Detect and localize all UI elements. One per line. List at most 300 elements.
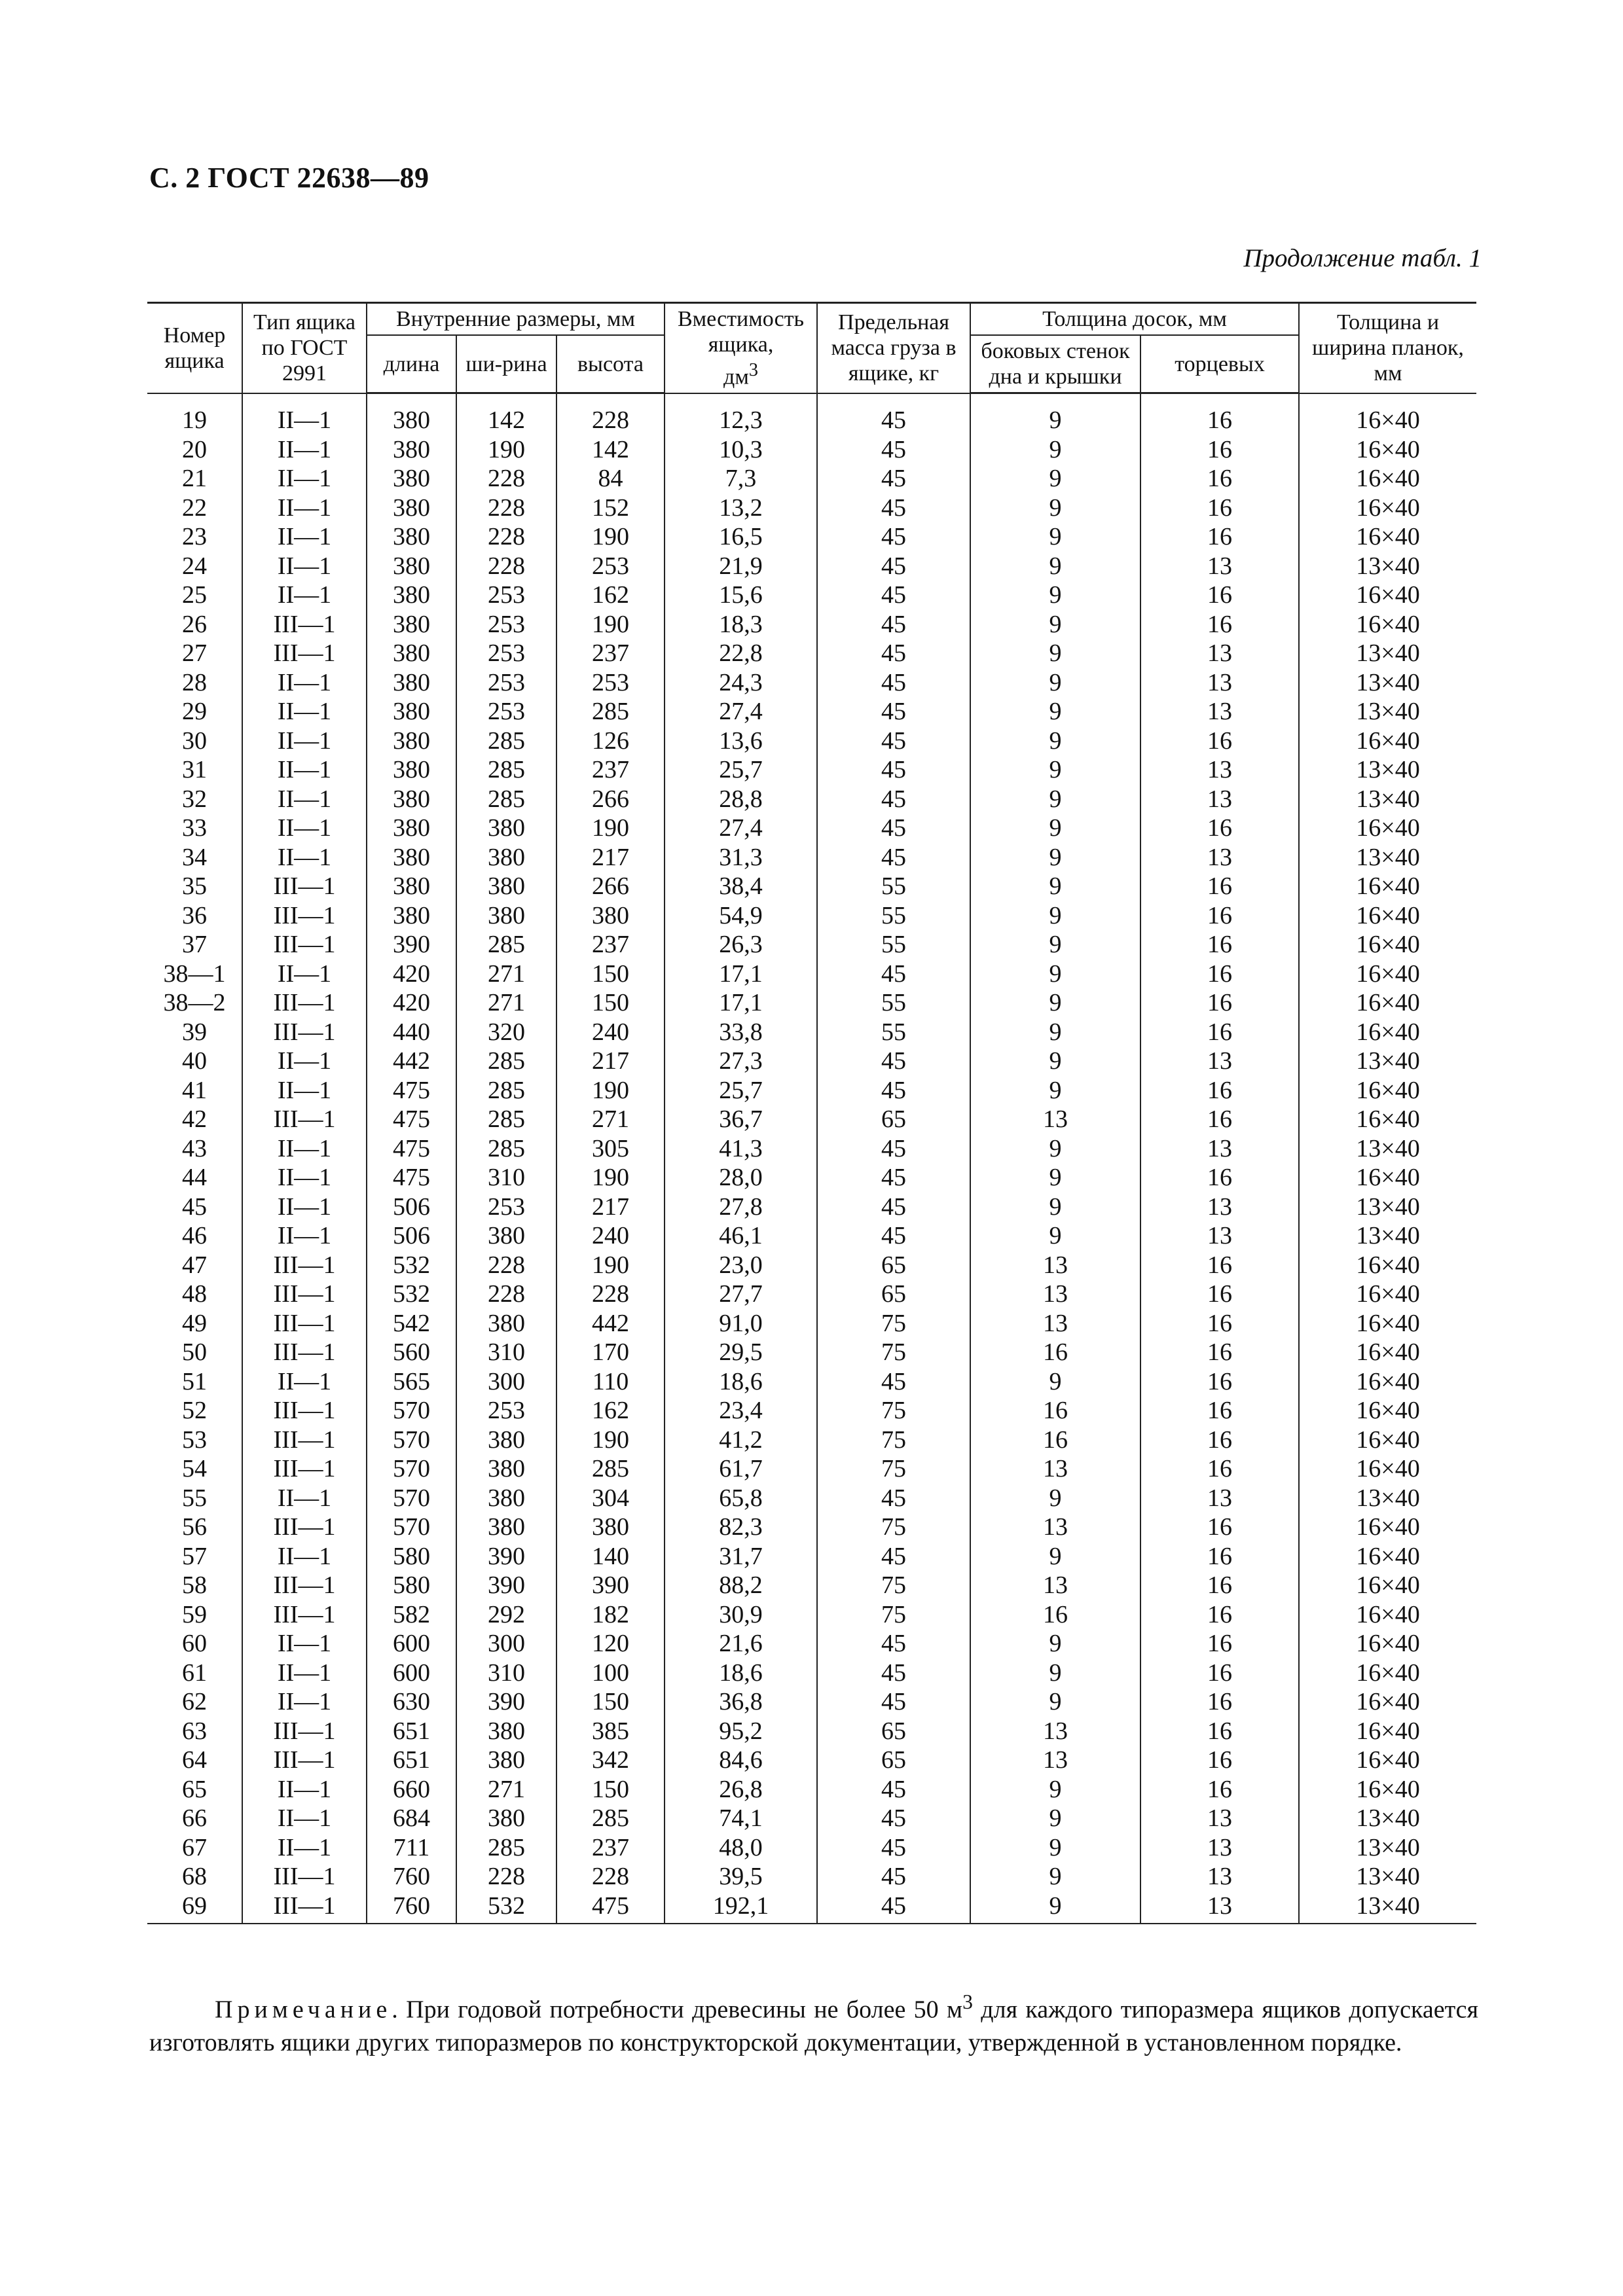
cell-number: 51 (147, 1367, 242, 1397)
cell-type: II—1 (242, 697, 367, 726)
cell-capacity: 12,3 (665, 393, 817, 435)
table-row (147, 930, 1476, 960)
cell-capacity: 29,5 (665, 1338, 817, 1367)
cell-end-thickness: 16 (1140, 901, 1299, 931)
cell-number: 54 (147, 1454, 242, 1484)
cell-slats: 16×40 (1299, 1280, 1476, 1309)
table-row (147, 464, 1476, 493)
cell-side-thickness: 9 (970, 668, 1140, 698)
cell-height: 285 (556, 697, 665, 726)
cell-slats: 16×40 (1299, 1687, 1476, 1717)
cell-height: 237 (556, 930, 665, 960)
cell-width: 285 (456, 1076, 556, 1105)
cell-type: II—1 (242, 435, 367, 465)
table-row (147, 1280, 1476, 1309)
cell-capacity: 91,0 (665, 1309, 817, 1338)
table-row (147, 1338, 1476, 1367)
cell-slats: 16×40 (1299, 1542, 1476, 1571)
cell-type: III—1 (242, 1862, 367, 1892)
cell-width: 292 (456, 1600, 556, 1630)
cell-type: III—1 (242, 1600, 367, 1630)
cell-width: 253 (456, 668, 556, 698)
cell-side-thickness: 13 (970, 1454, 1140, 1484)
cell-max-load: 55 (817, 988, 970, 1018)
cell-height: 190 (556, 1251, 665, 1280)
cell-slats: 16×40 (1299, 1746, 1476, 1775)
cell-number: 42 (147, 1105, 242, 1134)
cell-number: 19 (147, 393, 242, 435)
cell-width: 380 (456, 872, 556, 901)
cell-height: 162 (556, 1396, 665, 1426)
cell-width: 228 (456, 552, 556, 581)
cell-slats: 16×40 (1299, 435, 1476, 465)
cell-length: 380 (367, 668, 456, 698)
cell-length: 420 (367, 960, 456, 989)
cell-capacity: 28,0 (665, 1163, 817, 1193)
cell-type: II—1 (242, 1629, 367, 1659)
cell-number: 57 (147, 1542, 242, 1571)
cell-side-thickness: 16 (970, 1396, 1140, 1426)
cell-max-load: 45 (817, 1804, 970, 1833)
cell-type: III—1 (242, 1396, 367, 1426)
cell-side-thickness: 9 (970, 1833, 1140, 1863)
cell-height: 150 (556, 1687, 665, 1717)
cell-side-thickness: 9 (970, 1892, 1140, 1924)
cell-number: 22 (147, 493, 242, 523)
cell-width: 190 (456, 435, 556, 465)
cell-width: 390 (456, 1687, 556, 1717)
cell-slats: 16×40 (1299, 1367, 1476, 1397)
cell-capacity: 25,7 (665, 1076, 817, 1105)
cell-type: II—1 (242, 1367, 367, 1397)
cell-type: III—1 (242, 930, 367, 960)
cell-length: 380 (367, 610, 456, 639)
cell-capacity: 82,3 (665, 1513, 817, 1542)
cell-width: 253 (456, 1396, 556, 1426)
cell-number: 48 (147, 1280, 242, 1309)
cell-max-load: 45 (817, 1659, 970, 1688)
cell-slats: 16×40 (1299, 1338, 1476, 1367)
cell-end-thickness: 16 (1140, 1251, 1299, 1280)
cell-side-thickness: 9 (970, 872, 1140, 901)
cell-height: 240 (556, 1018, 665, 1047)
cell-max-load: 45 (817, 697, 970, 726)
table-row (147, 581, 1476, 610)
header-height: высота (556, 335, 665, 393)
cell-side-thickness: 13 (970, 1513, 1140, 1542)
table-row (147, 1687, 1476, 1717)
cell-length: 542 (367, 1309, 456, 1338)
table-row (147, 1221, 1476, 1251)
cell-side-thickness: 9 (970, 522, 1140, 552)
cell-length: 600 (367, 1659, 456, 1688)
cell-max-load: 75 (817, 1571, 970, 1600)
cell-height: 217 (556, 843, 665, 872)
cell-number: 35 (147, 872, 242, 901)
cell-max-load: 65 (817, 1105, 970, 1134)
cell-width: 271 (456, 960, 556, 989)
table-row (147, 435, 1476, 465)
table-row (147, 552, 1476, 581)
cell-height: 100 (556, 1659, 665, 1688)
cell-end-thickness: 16 (1140, 610, 1299, 639)
cell-side-thickness: 9 (970, 901, 1140, 931)
cell-side-thickness: 9 (970, 814, 1140, 843)
cell-width: 390 (456, 1542, 556, 1571)
cell-type: II—1 (242, 581, 367, 610)
cell-max-load: 75 (817, 1338, 970, 1367)
cell-slats: 13×40 (1299, 1047, 1476, 1076)
cell-max-load: 45 (817, 814, 970, 843)
cell-length: 760 (367, 1892, 456, 1924)
cell-height: 150 (556, 988, 665, 1018)
header-width: ши-рина (456, 335, 556, 393)
cell-capacity: 88,2 (665, 1571, 817, 1600)
cell-end-thickness: 16 (1140, 1775, 1299, 1804)
cell-end-thickness: 16 (1140, 1426, 1299, 1455)
table-row (147, 1892, 1476, 1924)
cell-end-thickness: 16 (1140, 1396, 1299, 1426)
cell-length: 630 (367, 1687, 456, 1717)
cell-slats: 13×40 (1299, 639, 1476, 668)
cell-height: 228 (556, 393, 665, 435)
cell-length: 380 (367, 522, 456, 552)
cell-slats: 16×40 (1299, 1717, 1476, 1746)
table-row (147, 1193, 1476, 1222)
cell-capacity: 23,0 (665, 1251, 817, 1280)
cell-number: 65 (147, 1775, 242, 1804)
cell-capacity: 192,1 (665, 1892, 817, 1924)
cell-type: III—1 (242, 1513, 367, 1542)
cell-capacity: 27,7 (665, 1280, 817, 1309)
cell-width: 285 (456, 1047, 556, 1076)
cell-length: 560 (367, 1338, 456, 1367)
cell-capacity: 41,3 (665, 1134, 817, 1164)
cell-length: 420 (367, 988, 456, 1018)
cell-end-thickness: 13 (1140, 1862, 1299, 1892)
cell-slats: 16×40 (1299, 1426, 1476, 1455)
cell-type: II—1 (242, 464, 367, 493)
cell-number: 30 (147, 726, 242, 756)
cell-capacity: 18,6 (665, 1367, 817, 1397)
header-board-thickness: Толщина досок, мм (970, 303, 1299, 336)
cell-capacity: 24,3 (665, 668, 817, 698)
cell-capacity: 33,8 (665, 1018, 817, 1047)
cell-end-thickness: 16 (1140, 1454, 1299, 1484)
cell-side-thickness: 9 (970, 552, 1140, 581)
cell-width: 310 (456, 1338, 556, 1367)
cell-type: III—1 (242, 988, 367, 1018)
cell-length: 380 (367, 726, 456, 756)
cell-width: 271 (456, 1775, 556, 1804)
cell-max-load: 45 (817, 1687, 970, 1717)
cell-end-thickness: 16 (1140, 814, 1299, 843)
cell-type: II—1 (242, 1134, 367, 1164)
cell-capacity: 84,6 (665, 1746, 817, 1775)
cell-number: 28 (147, 668, 242, 698)
cell-height: 228 (556, 1280, 665, 1309)
cell-type: II—1 (242, 493, 367, 523)
cell-type: II—1 (242, 755, 367, 785)
cell-width: 380 (456, 814, 556, 843)
cell-max-load: 45 (817, 1833, 970, 1863)
cell-max-load: 45 (817, 755, 970, 785)
cell-slats: 13×40 (1299, 1134, 1476, 1164)
cell-number: 62 (147, 1687, 242, 1717)
header-box-number: Номер ящика (147, 303, 242, 393)
cell-width: 253 (456, 639, 556, 668)
cell-max-load: 45 (817, 1775, 970, 1804)
cell-slats: 13×40 (1299, 785, 1476, 814)
table-continuation-label: Продолжение табл. 1 (1243, 244, 1482, 272)
cell-slats: 16×40 (1299, 988, 1476, 1018)
table-row (147, 1105, 1476, 1134)
cell-end-thickness: 16 (1140, 1746, 1299, 1775)
cell-height: 237 (556, 1833, 665, 1863)
cell-end-thickness: 13 (1140, 639, 1299, 668)
cell-type: II—1 (242, 785, 367, 814)
cell-end-thickness: 16 (1140, 1163, 1299, 1193)
cell-side-thickness: 9 (970, 1163, 1140, 1193)
cell-slats: 13×40 (1299, 1193, 1476, 1222)
cell-type: III—1 (242, 1717, 367, 1746)
cell-number: 64 (147, 1746, 242, 1775)
cell-max-load: 55 (817, 930, 970, 960)
cell-number: 31 (147, 755, 242, 785)
table-row (147, 1134, 1476, 1164)
cell-height: 120 (556, 1629, 665, 1659)
table-row (147, 1484, 1476, 1513)
cell-type: II—1 (242, 1687, 367, 1717)
cell-slats: 16×40 (1299, 814, 1476, 843)
cell-number: 52 (147, 1396, 242, 1426)
cell-end-thickness: 13 (1140, 668, 1299, 698)
cell-side-thickness: 13 (970, 1717, 1140, 1746)
cell-max-load: 45 (817, 1221, 970, 1251)
cell-height: 190 (556, 814, 665, 843)
boxes-table (147, 302, 1476, 1924)
cell-max-load: 45 (817, 843, 970, 872)
table-row (147, 1309, 1476, 1338)
cell-length: 570 (367, 1513, 456, 1542)
cell-length: 475 (367, 1076, 456, 1105)
cell-capacity: 48,0 (665, 1833, 817, 1863)
cell-capacity: 30,9 (665, 1600, 817, 1630)
table-row (147, 697, 1476, 726)
cell-capacity: 25,7 (665, 755, 817, 785)
cell-width: 380 (456, 1221, 556, 1251)
cell-width: 300 (456, 1367, 556, 1397)
cell-length: 582 (367, 1600, 456, 1630)
cell-height: 305 (556, 1134, 665, 1164)
cell-height: 190 (556, 1163, 665, 1193)
cell-max-load: 45 (817, 1629, 970, 1659)
cell-end-thickness: 13 (1140, 1804, 1299, 1833)
cell-number: 33 (147, 814, 242, 843)
table-row (147, 1396, 1476, 1426)
cell-length: 380 (367, 393, 456, 435)
cell-max-load: 45 (817, 1484, 970, 1513)
cell-max-load: 45 (817, 1862, 970, 1892)
cell-side-thickness: 9 (970, 639, 1140, 668)
table-row (147, 1163, 1476, 1193)
header-side-walls: боковых стенок дна и крышки (970, 335, 1140, 393)
cell-number: 45 (147, 1193, 242, 1222)
cell-end-thickness: 13 (1140, 1047, 1299, 1076)
table-row (147, 843, 1476, 872)
cell-number: 44 (147, 1163, 242, 1193)
cell-capacity: 26,3 (665, 930, 817, 960)
cell-width: 253 (456, 610, 556, 639)
cell-capacity: 74,1 (665, 1804, 817, 1833)
cell-length: 580 (367, 1542, 456, 1571)
table-row (147, 726, 1476, 756)
cell-height: 190 (556, 610, 665, 639)
cell-width: 285 (456, 930, 556, 960)
cell-max-load: 55 (817, 872, 970, 901)
cell-type: III—1 (242, 1454, 367, 1484)
cell-slats: 13×40 (1299, 1221, 1476, 1251)
cell-type: II—1 (242, 843, 367, 872)
cell-max-load: 65 (817, 1280, 970, 1309)
cell-type: III—1 (242, 1338, 367, 1367)
cell-length: 380 (367, 901, 456, 931)
cell-number: 67 (147, 1833, 242, 1863)
cell-slats: 16×40 (1299, 1513, 1476, 1542)
cell-max-load: 45 (817, 1134, 970, 1164)
cell-capacity: 65,8 (665, 1484, 817, 1513)
cell-side-thickness: 9 (970, 930, 1140, 960)
cell-side-thickness: 9 (970, 393, 1140, 435)
cell-width: 285 (456, 785, 556, 814)
cell-height: 150 (556, 1775, 665, 1804)
cell-type: III—1 (242, 1309, 367, 1338)
cell-type: II—1 (242, 960, 367, 989)
cell-length: 380 (367, 581, 456, 610)
cell-slats: 13×40 (1299, 668, 1476, 698)
table-note (149, 1986, 1478, 2059)
header-capacity-exponent: 3 (748, 360, 759, 381)
cell-width: 380 (456, 1484, 556, 1513)
cell-length: 380 (367, 755, 456, 785)
cell-number: 56 (147, 1513, 242, 1542)
cell-length: 380 (367, 435, 456, 465)
cell-slats: 16×40 (1299, 1163, 1476, 1193)
cell-capacity: 7,3 (665, 464, 817, 493)
cell-capacity: 18,6 (665, 1659, 817, 1688)
cell-max-load: 45 (817, 1076, 970, 1105)
cell-height: 182 (556, 1600, 665, 1630)
cell-number: 46 (147, 1221, 242, 1251)
cell-end-thickness: 16 (1140, 464, 1299, 493)
cell-length: 565 (367, 1367, 456, 1397)
cell-capacity: 27,3 (665, 1047, 817, 1076)
cell-number: 63 (147, 1717, 242, 1746)
cell-side-thickness: 9 (970, 1076, 1140, 1105)
cell-end-thickness: 16 (1140, 872, 1299, 901)
cell-length: 532 (367, 1251, 456, 1280)
cell-capacity: 54,9 (665, 901, 817, 931)
header-capacity-label: Вместимость ящика, (677, 307, 805, 357)
cell-type: III—1 (242, 1571, 367, 1600)
cell-end-thickness: 16 (1140, 1367, 1299, 1397)
cell-side-thickness: 9 (970, 1134, 1140, 1164)
cell-end-thickness: 16 (1140, 1105, 1299, 1134)
cell-height: 237 (556, 639, 665, 668)
cell-width: 310 (456, 1659, 556, 1688)
cell-length: 475 (367, 1163, 456, 1193)
table-row (147, 1717, 1476, 1746)
cell-end-thickness: 13 (1140, 697, 1299, 726)
cell-height: 217 (556, 1193, 665, 1222)
cell-width: 285 (456, 726, 556, 756)
cell-number: 69 (147, 1892, 242, 1924)
cell-height: 170 (556, 1338, 665, 1367)
cell-end-thickness: 16 (1140, 493, 1299, 523)
cell-side-thickness: 13 (970, 1105, 1140, 1134)
cell-height: 271 (556, 1105, 665, 1134)
note-text-part1: . При годовой потребности древесины не более 50 м (392, 1996, 963, 2024)
cell-number: 32 (147, 785, 242, 814)
cell-number: 23 (147, 522, 242, 552)
table-row (147, 1862, 1476, 1892)
cell-type: II—1 (242, 1076, 367, 1105)
table-row (147, 1804, 1476, 1833)
cell-length: 380 (367, 697, 456, 726)
cell-length: 380 (367, 814, 456, 843)
cell-slats: 16×40 (1299, 522, 1476, 552)
cell-end-thickness: 16 (1140, 1687, 1299, 1717)
cell-end-thickness: 13 (1140, 1134, 1299, 1164)
table-row (147, 960, 1476, 989)
cell-height: 285 (556, 1804, 665, 1833)
cell-length: 506 (367, 1221, 456, 1251)
cell-end-thickness: 16 (1140, 988, 1299, 1018)
cell-height: 390 (556, 1571, 665, 1600)
cell-capacity: 26,8 (665, 1775, 817, 1804)
cell-width: 253 (456, 1193, 556, 1222)
table-row (147, 1775, 1476, 1804)
cell-number: 37 (147, 930, 242, 960)
header-length: длина (367, 335, 456, 393)
cell-end-thickness: 13 (1140, 1833, 1299, 1863)
cell-capacity: 21,6 (665, 1629, 817, 1659)
table-row (147, 1426, 1476, 1455)
cell-side-thickness: 9 (970, 493, 1140, 523)
cell-max-load: 75 (817, 1426, 970, 1455)
cell-capacity: 18,3 (665, 610, 817, 639)
header-inner-dimensions: Внутренние размеры, мм (367, 303, 665, 336)
cell-slats: 16×40 (1299, 464, 1476, 493)
table-row (147, 610, 1476, 639)
cell-width: 300 (456, 1629, 556, 1659)
note-lead: Примечание (215, 1996, 392, 2024)
cell-type: II—1 (242, 726, 367, 756)
cell-end-thickness: 13 (1140, 1892, 1299, 1924)
cell-max-load: 45 (817, 639, 970, 668)
cell-type: III—1 (242, 1280, 367, 1309)
cell-end-thickness: 16 (1140, 930, 1299, 960)
table-row (147, 493, 1476, 523)
cell-max-load: 45 (817, 1542, 970, 1571)
cell-width: 380 (456, 901, 556, 931)
header-max-load: Предельная масса груза в ящике, кг (817, 303, 970, 393)
cell-width: 253 (456, 697, 556, 726)
cell-length: 651 (367, 1717, 456, 1746)
cell-slats: 13×40 (1299, 552, 1476, 581)
cell-number: 43 (147, 1134, 242, 1164)
cell-length: 600 (367, 1629, 456, 1659)
